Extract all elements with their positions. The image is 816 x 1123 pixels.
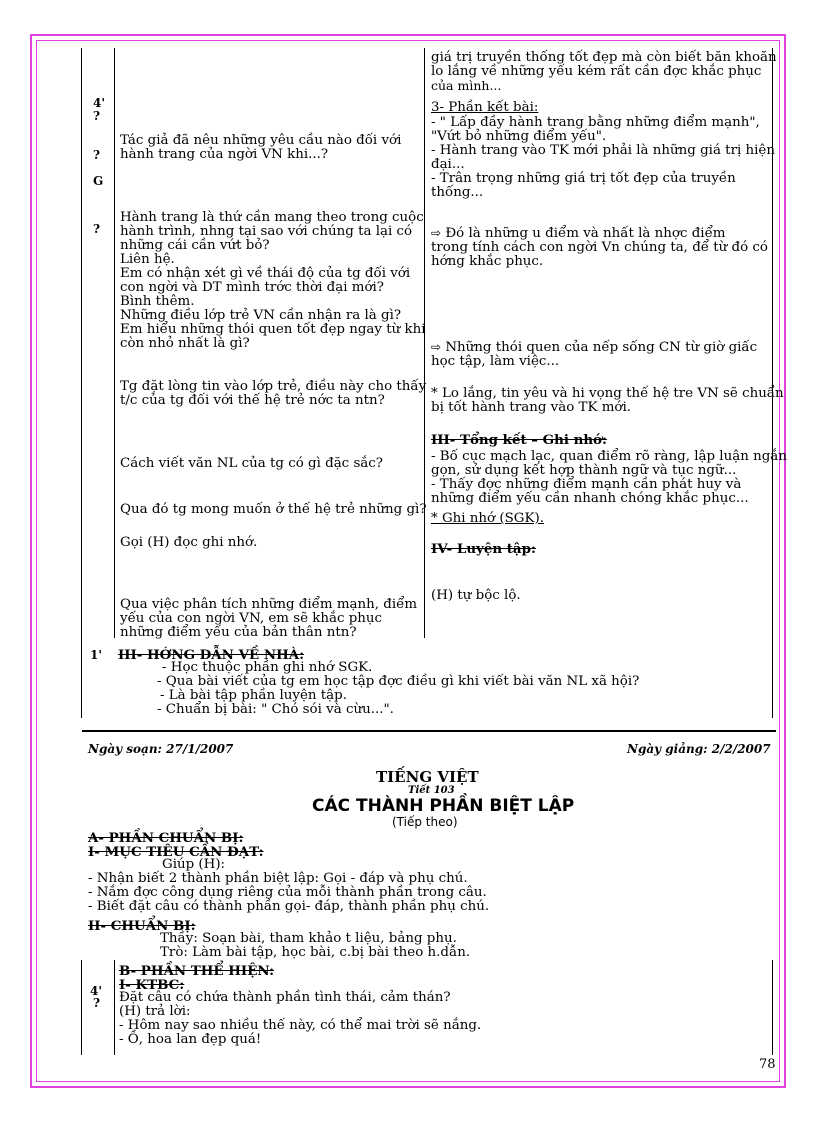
table-line-left — [81, 48, 82, 718]
question-block: Tg đặt lòng tin vào lớp trẻ, điều này cho thấy t/c của tg đối với thế hệ trẻ nớc ta ntn? — [120, 379, 427, 408]
table-line-left — [81, 960, 82, 1055]
time-marker: 4' — [90, 984, 103, 998]
table-line-col2 — [114, 48, 115, 638]
check-answer-intro: (H) trả lời: — [119, 1004, 191, 1019]
table-line-col2 — [114, 960, 115, 1055]
arrow-right-icon: ⇨ — [431, 340, 442, 354]
date-taught: Ngày giảng: 2/2/2007 — [627, 742, 771, 756]
arrow-right-icon: ⇨ — [431, 226, 442, 240]
practice-text: (H) tự bộc lộ. — [431, 588, 521, 603]
question-block: Tác giả đã nêu những yêu cầu nào đối với hành trang của ngời VN khi...? — [120, 133, 402, 162]
answer-point: ⇨ Những thói quen của nếp sống CN từ giờ giấc học tập, làm việc... — [431, 340, 758, 369]
check-answers: - Hôm nay sao nhiều thế này, có thể mai trời sẽ nắng. - Ồ, hoa lan đẹp quá! — [119, 1018, 482, 1047]
time-marker: 4' — [93, 96, 106, 110]
question-block: Qua đó tg mong muốn ở thế hệ trẻ những gì? — [120, 502, 427, 517]
time-marker: 1' — [90, 648, 103, 662]
homework-list: - Học thuộc phần ghi nhớ SGK. - Qua bài viết của tg em học tập đợc điều gì khi viết bài văn NL xã hội? - Là bài tập phần luyện tập. - Chuẩn bị bài: " Chó sói và cừu...". — [157, 660, 640, 717]
conclusion-text: - " Lấp đầy hành trang bằng những điểm mạnh", "Vứt bỏ những điểm yếu". - Hành trang vào TK mới phải là những giá trị hiện đại... - Trân trọng những giá trị tốt đẹp của truyền thống... — [431, 115, 775, 200]
ready-list: Thầy: Soạn bài, tham khảo t liệu, bảng phụ. Trò: Làm bài tập, học bài, c.bị bài theo h.dẫn. — [160, 931, 471, 960]
question-block: Cách viết văn NL của tg có gì đặc sắc? — [120, 456, 383, 471]
answer-intro: giá trị truyền thống tốt đẹp mà còn biết băn khoăn lo lắng về những yếu kém rất cần đợc khắc phục của mình... — [431, 50, 777, 93]
practice-heading: IV- Luyện tập: — [431, 541, 536, 557]
summary-text: - Bố cục mạch lạc, quan điểm rõ ràng, lập luận ngắn gọn, sử dụng kết hợp thành ngữ và tục ngữ... - Thấy đợc những điểm mạnh cần phát huy và những điểm yếu cần nhanh chóng khắc phục... — [431, 449, 787, 506]
question-marker: ? — [93, 996, 101, 1010]
goals-list: - Nhận biết 2 thành phần biệt lập: Gọi - đáp và phụ chú. - Nắm đợc công dụng riêng của mỗi thành phần trong câu. - Biết đặt câu có thành phần gọi- đáp, thành phần phụ chú. — [88, 871, 490, 914]
check-heading: I- KTBC: — [119, 977, 185, 993]
homework-heading: III- HỚNG DẪN VỀ NHÀ: — [118, 647, 305, 663]
question-marker: ? — [93, 148, 101, 162]
period-label: Tiết 103 — [408, 785, 455, 796]
table-line-right — [772, 960, 773, 1055]
teacher-marker: G — [93, 174, 104, 188]
section-divider — [82, 730, 776, 732]
goals-intro: Giúp (H): — [162, 857, 226, 872]
answer-point: * Lo lắng, tin yêu và hi vọng thế hệ tre VN sẽ chuẩn bị tốt hành trang vào TK mới. — [431, 386, 784, 415]
question-block: Hành trang là thứ cần mang theo trong cuộc hành trình, nhng tại sao với chúng ta lại có những cái cần vứt bỏ? Liên hệ. Em có nhận xét gì về thái độ của tg đối với con ngời và DT mình trớc thời đại mới? Bình thêm. Những điều lớp trẻ VN cần nhận ra là gì? Em hiểu những thói quen tốt đẹp ngay từ khi còn nhỏ nhất là gì? — [120, 210, 426, 351]
answer-point: ⇨ Đó là những u điểm và nhất là nhợc điểm trong tính cách con ngời Vn chúng ta, để từ đó có hớng khắc phục. — [431, 226, 768, 269]
note-line: * Ghi nhớ (SGK). — [431, 511, 544, 526]
page-number: 78 — [759, 1057, 776, 1072]
exec-heading: B- PHẦN THỂ HIỆN: — [119, 963, 275, 979]
ready-heading: II- CHUẨN BỊ: — [88, 918, 196, 934]
question-marker: ? — [93, 109, 101, 123]
question-marker: ? — [93, 222, 101, 236]
question-block: Qua việc phân tích những điểm mạnh, điểm yếu của con ngời VN, em sẽ khắc phục những điểm yếu của bản thân ntn? — [120, 597, 418, 640]
lesson-title: CÁC THÀNH PHẦN BIỆT LẬP — [312, 796, 575, 816]
question-block: Gọi (H) đọc ghi nhớ. — [120, 535, 258, 550]
prep-heading: A- PHẦN CHUẨN BỊ: — [88, 830, 244, 846]
subject-title: TIẾNG VIỆT — [376, 768, 479, 786]
summary-heading: III- Tổng kết – Ghi nhớ: — [431, 432, 607, 448]
date-prepared: Ngày soạn: 27/1/2007 — [88, 742, 234, 756]
check-question: Đặt câu có chứa thành phần tình thái, cảm thán? — [119, 990, 451, 1005]
lesson-subtitle: (Tiếp theo) — [392, 815, 458, 829]
conclusion-heading: 3- Phần kết bài: — [431, 100, 539, 115]
goals-heading: I- MỤC TIÊU CẦN ĐẠT: — [88, 844, 264, 860]
